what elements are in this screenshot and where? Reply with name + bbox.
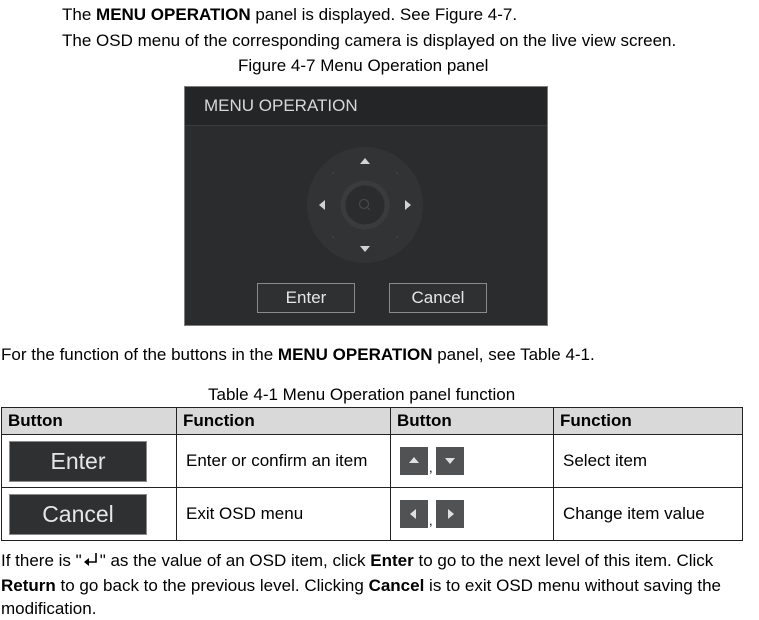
table-cell: Change item value (554, 488, 743, 541)
footer-text: If there is " (1, 551, 82, 570)
table-cell (2, 435, 177, 488)
intro-bold-text: MENU OPERATION (96, 5, 251, 24)
table-cell: Enter or confirm an item (177, 435, 391, 488)
direction-pad (306, 146, 424, 264)
footer-line-3: modification. (1, 599, 97, 618)
table-row (2, 435, 743, 488)
intro-line-2: The OSD menu of the corresponding camera is displayed on the live view screen. (62, 31, 677, 50)
paragraph-text: panel, see Table 4-1. (432, 345, 595, 364)
return-arrow-icon (82, 551, 100, 569)
figure-caption: Figure 4-7 Menu Operation panel (238, 56, 489, 75)
table-cell: Select item (554, 435, 743, 488)
table-cell (2, 488, 177, 541)
intro-text: The (62, 5, 97, 24)
footer-text: to go back to the previous level. Clicking (55, 576, 369, 595)
footer-bold-text: Enter (370, 551, 414, 570)
enter-button[interactable]: Enter (9, 441, 147, 482)
table-cell (391, 488, 554, 541)
intro-line-1 (62, 4, 517, 26)
intro-text: panel is displayed. See Figure 4-7. (250, 5, 518, 24)
enter-button[interactable]: Enter (257, 283, 355, 313)
table-header-function: Function (554, 408, 743, 435)
cancel-button[interactable]: Cancel (9, 494, 147, 535)
paragraph-bold-text: MENU OPERATION (277, 345, 433, 364)
table-header-row (2, 408, 743, 435)
footer-text: to go to the next level of this item. Click (413, 551, 714, 570)
down-arrow-icon[interactable] (436, 447, 464, 475)
table-cell (391, 435, 554, 488)
footer-bold-text: Return (1, 576, 56, 595)
function-table (1, 407, 743, 541)
table-header-button: Button (391, 408, 554, 435)
paragraph-text: For the function of the buttons in the (1, 345, 278, 364)
panel-header (185, 87, 547, 126)
table-caption: Table 4-1 Menu Operation panel function (208, 385, 516, 404)
panel-title: MENU OPERATION (204, 96, 358, 115)
table-row (2, 488, 743, 541)
table-header-button: Button (2, 408, 177, 435)
table-header-function: Function (177, 408, 391, 435)
right-arrow-icon[interactable] (436, 500, 464, 528)
up-arrow-icon[interactable] (400, 447, 428, 475)
separator: , (429, 513, 433, 528)
table-cell: Exit OSD menu (177, 488, 391, 541)
footer-line-1 (1, 550, 713, 572)
footer-text: " as the value of an OSD item, click (99, 551, 371, 570)
cancel-button[interactable]: Cancel (389, 283, 487, 313)
left-arrow-icon[interactable] (400, 500, 428, 528)
menu-operation-panel (184, 86, 548, 326)
footer-text: is to exit OSD menu without saving the (424, 576, 722, 595)
footer-line-2 (1, 575, 721, 597)
function-paragraph (1, 344, 595, 366)
footer-bold-text: Cancel (368, 576, 425, 595)
separator: , (429, 460, 433, 475)
